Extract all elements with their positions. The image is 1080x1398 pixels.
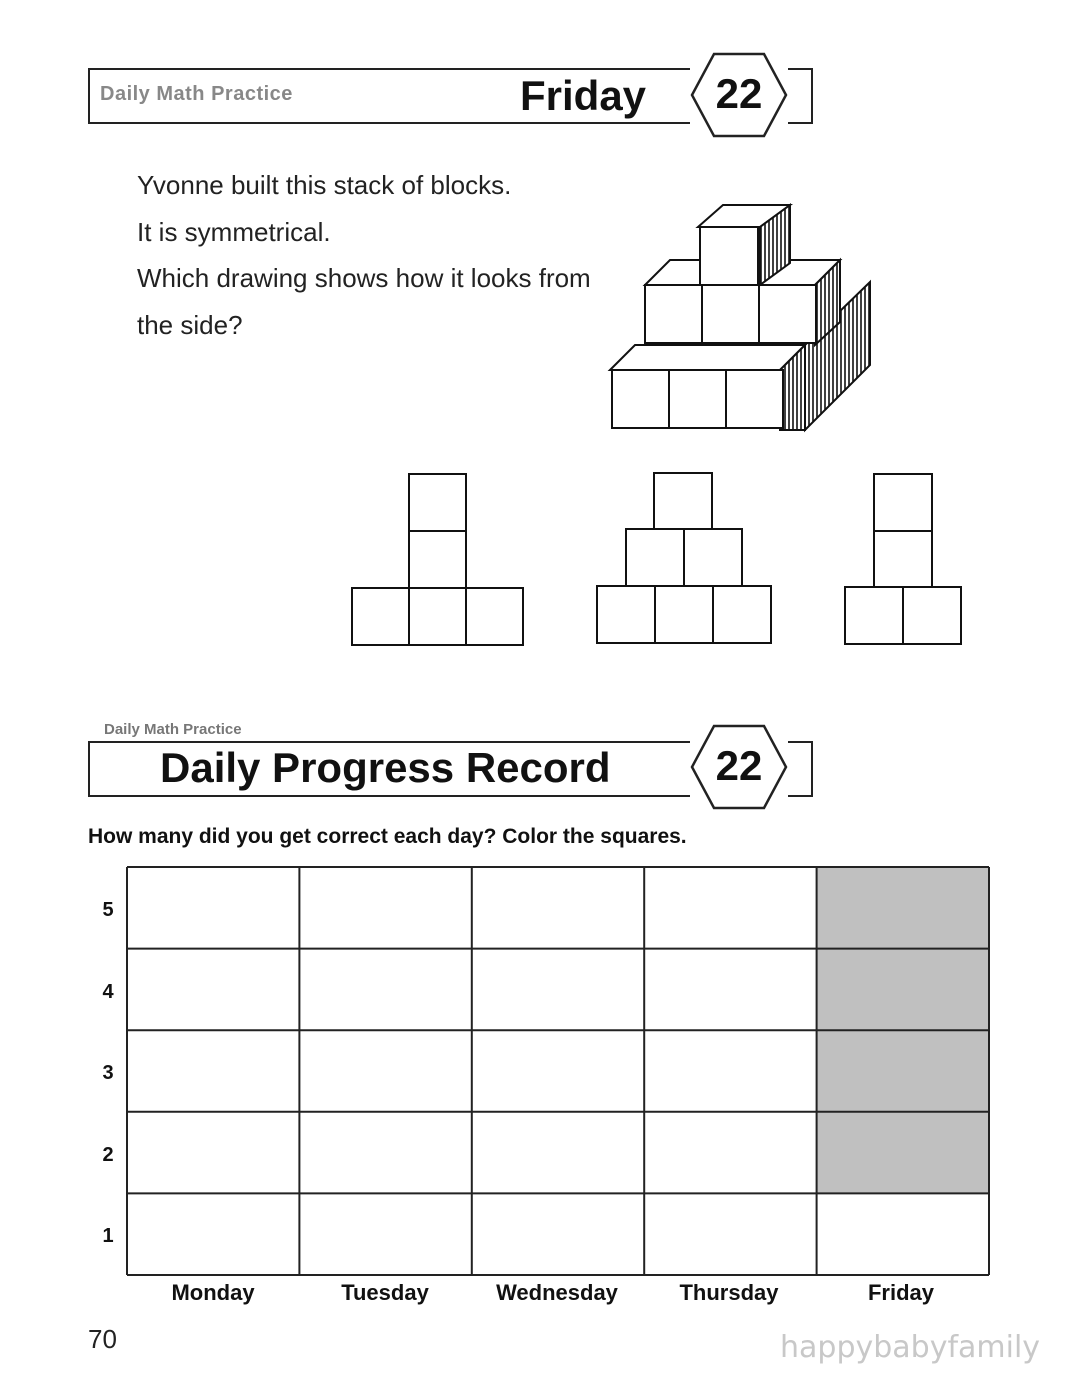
y-label-3: 3	[102, 1062, 114, 1084]
y-label-2: 2	[102, 1144, 114, 1166]
progress-title: Daily Progress Record	[160, 744, 611, 791]
answer-option-2[interactable]	[592, 465, 777, 650]
progress-number: 22	[715, 742, 763, 789]
day-label-monday: Monday	[171, 1280, 255, 1305]
header-day: Friday	[520, 72, 647, 119]
watermark-text: happybabyfamily	[780, 1330, 1041, 1365]
question-line-2: It is symmetrical.	[137, 217, 331, 247]
day-label-wednesday: Wednesday	[496, 1280, 618, 1305]
day-label-friday: Friday	[867, 1280, 935, 1305]
header-number: 22	[715, 70, 763, 117]
shaded-cell[interactable]	[817, 949, 989, 1031]
header-label: Daily Math Practice	[100, 83, 293, 105]
answer-option-3[interactable]	[840, 465, 965, 650]
progress-instruction: How many did you get correct each day? Color the squares.	[88, 825, 687, 848]
y-label-4: 4	[102, 981, 114, 1003]
y-label-5: 5	[102, 899, 114, 921]
question-line-3: Which drawing shows how it looks from	[137, 263, 591, 293]
progress-grid[interactable]	[125, 865, 991, 1277]
question-line-4: the side?	[137, 310, 243, 340]
block-stack-illustration	[600, 195, 880, 440]
shaded-cell[interactable]	[817, 1112, 989, 1194]
day-label-thursday: Thursday	[679, 1280, 779, 1305]
answer-option-1[interactable]	[345, 465, 530, 650]
progress-number-badge	[690, 724, 788, 810]
day-label-tuesday: Tuesday	[341, 1280, 429, 1305]
header-number-badge	[690, 52, 788, 138]
shaded-cell[interactable]	[817, 867, 989, 949]
question-line-1: Yvonne built this stack of blocks.	[137, 170, 512, 200]
shaded-cell[interactable]	[817, 1030, 989, 1112]
progress-small-label: Daily Math Practice	[104, 721, 242, 738]
page-number: 70	[88, 1324, 117, 1354]
y-label-1: 1	[102, 1225, 114, 1247]
